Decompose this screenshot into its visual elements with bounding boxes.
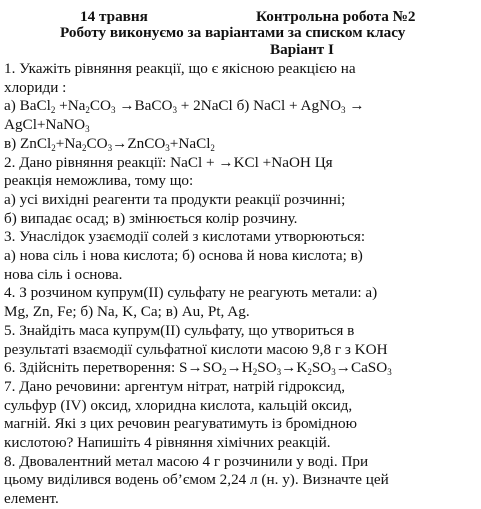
subscript: 3 — [172, 105, 177, 116]
subscript: 2 — [82, 142, 87, 153]
text-line: кислотою? Напишіть 4 рівняння хімічних реакцій. — [4, 434, 331, 451]
text-line: а) усі вихідні реагенти та продукти реакції розчинні; — [4, 190, 346, 208]
text-line: 7. Дано речовини: аргентум нітрат, натрій гідроксид, — [4, 377, 346, 395]
text-line: 1. Укажіть рівняння реакції, що є якісною реакцією на — [4, 60, 356, 77]
text-line: 4. З розчином купрум(ІІ) сульфату не реагують метали: а) — [4, 284, 378, 302]
text-line: цьому виділився водень об’ємом 2,24 л (н. у). Визначте цей — [4, 471, 389, 489]
subscript: 2 — [252, 367, 258, 378]
test-title: Контрольна робота №2 — [256, 8, 416, 25]
text-line: а) нова сіль і нова кислота; б) основа й нова кислота; в) — [4, 247, 363, 264]
text-line: б) випадає осад; в) змінюється колір розчину. — [4, 209, 298, 227]
subscript: 2 — [222, 367, 227, 378]
subscript: 3 — [85, 124, 90, 135]
subscript: 2 — [50, 105, 56, 116]
date-heading: 14 травня — [80, 8, 148, 25]
text-line: 2. Дано рівняння реакції: NaCl + →KCl +NaOH Ця — [4, 153, 333, 171]
subscript: 2 — [85, 105, 90, 116]
text-line: 5. Знайдіть маса купрум(ІІ) сульфату, що утвориться в — [4, 321, 355, 339]
subscript: 2 — [210, 142, 215, 153]
subscript: 3 — [107, 142, 113, 153]
text-line: AgCl+NaNO$_3$ — [4, 116, 90, 135]
text-line: магній. Які з цих речовин реагуватимуть із бромідною — [4, 415, 357, 433]
text-line: хлориди : — [4, 78, 67, 96]
instructions-heading: Роботу виконуємо за варіантами за списком класу — [60, 24, 406, 41]
text-line: 3. Унаслідок узаємодії солей з кислотами утворюються: — [4, 228, 366, 246]
subscript: 3 — [341, 105, 346, 116]
subscript: 2 — [51, 142, 56, 153]
subscript: 3 — [165, 142, 170, 153]
variant-heading: Варіант І — [270, 41, 334, 58]
text-line: сульфур (IV) оксид, хлоридна кислота, кальцій оксид, — [4, 396, 353, 414]
subscript: 3 — [111, 105, 116, 116]
subscript: 3 — [276, 367, 282, 378]
text-line: 8. Двовалентний метал масою 4 г розчинили у воді. При — [4, 452, 369, 470]
text-line: а) BaCl$_2$ $+Na_2CO_3$ →BaCO$_3$ + 2NaCl б) NaCl + AgNO$_3$ → — [4, 97, 365, 116]
text-line: Mg, Zn, Fe; б) Na, K, Ca; в) Au, Pt, Ag. — [4, 303, 250, 321]
text-line: елемент. — [4, 490, 59, 508]
subscript: 2 — [307, 367, 312, 378]
subscript: 3 — [387, 367, 392, 378]
text-line: нова сіль і основа. — [4, 265, 123, 283]
text-line: результаті взаємодії сульфатної кислоти масою 9,8 г з KOH — [4, 340, 388, 358]
text-line: в) $ZnCl_2+Na_2CO_3\to ZnCO_3+NaCl_2$ — [4, 134, 215, 153]
subscript: 3 — [331, 367, 336, 378]
text-line: реакція неможлива, тому що: — [4, 172, 194, 190]
text-line: 6. Здійсніть перетворення: $S\to SO_2\to H_2SO_3\to K_2SO_3\to CaSO_3$ — [4, 359, 392, 378]
